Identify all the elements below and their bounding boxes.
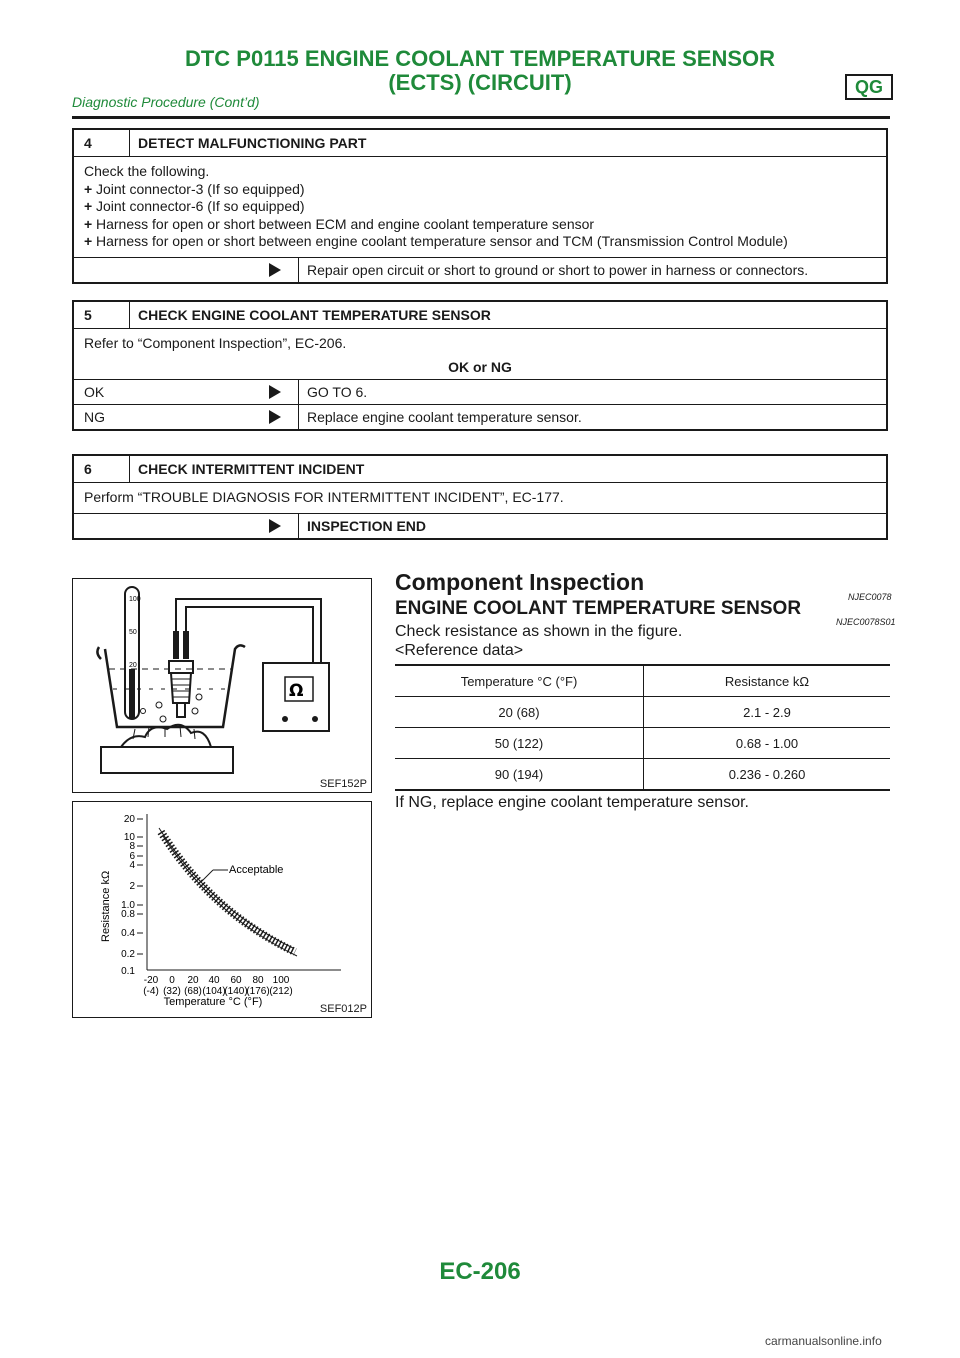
x-tick: 0 — [169, 975, 175, 986]
sensor-subsection-code: NJEC0078S01 — [836, 617, 896, 627]
step-4-number: 4 — [74, 130, 130, 156]
step-4-result-row — [74, 257, 886, 282]
bullet-symbol: + — [84, 198, 93, 214]
ohm-icon: Ω — [289, 681, 304, 701]
bullet-symbol: + — [84, 180, 93, 197]
ng-result: Replace engine coolant temperature sensor. — [307, 408, 582, 425]
step-6-result: INSPECTION END — [307, 517, 427, 534]
reference-label: <Reference data> — [395, 642, 524, 659]
table-row — [395, 759, 890, 791]
page-title-line-1: DTC P0115 ENGINE COOLANT TEMPERATURE SENSOR — [184, 46, 775, 71]
list-item — [84, 216, 876, 234]
y-tick: 0.1 — [121, 966, 135, 977]
list-item — [84, 181, 876, 199]
y-tick: 6 — [129, 851, 135, 862]
table-row — [395, 728, 890, 759]
list-item — [84, 233, 876, 251]
ok-result: GO TO 6. — [307, 383, 368, 400]
bullet-symbol: + — [84, 233, 93, 249]
list-item — [84, 198, 876, 216]
table-header: Resistance kΩ — [644, 665, 891, 697]
table-cell: 90 (194) — [395, 759, 644, 791]
table-row — [395, 697, 890, 728]
step-5-title: CHECK ENGINE COOLANT TEMPERATURE SENSOR — [138, 307, 491, 323]
x-tick: 40 — [208, 975, 220, 986]
y-tick: 0.4 — [121, 928, 135, 939]
step-6-header — [74, 456, 886, 482]
x-tick: 80 — [252, 975, 264, 986]
step-5-text: Refer to “Component Inspection”, EC-206. — [84, 335, 347, 351]
arrow-right-icon — [252, 405, 299, 429]
list-item-text: Joint connector-3 (If so equipped) — [96, 180, 305, 197]
table-cell: 0.68 - 1.00 — [644, 728, 891, 759]
page-number: EC-206 — [439, 1258, 521, 1285]
step-4-intro: Check the following. — [84, 163, 210, 179]
instruction-text: Check resistance as shown in the figure. — [395, 623, 683, 640]
step-4-title: DETECT MALFUNCTIONING PART — [138, 135, 367, 151]
reference-data-table — [395, 664, 890, 791]
step-4-box — [72, 128, 888, 284]
x-tick: -20 — [143, 975, 159, 986]
y-tick: 2 — [129, 881, 135, 892]
x-tick-f: (140) — [224, 986, 248, 997]
table-cell: 50 (122) — [395, 728, 644, 759]
list-item-text: Joint connector-6 (If so equipped) — [96, 198, 305, 214]
ok-label: OK — [84, 383, 105, 400]
arrow-right-icon — [252, 258, 299, 282]
figure-2-code: SEF012P — [319, 1003, 367, 1015]
x-tick: 100 — [272, 975, 290, 986]
sensor-test-figure — [72, 578, 372, 793]
step-6-body: Perform “TROUBLE DIAGNOSIS FOR INTERMITTENT INCIDENT”, EC-177. — [74, 482, 886, 513]
component-inspection-code: NJEC0078 — [848, 592, 892, 602]
arrow-right-icon — [252, 380, 299, 404]
step-5-ok-row — [74, 379, 886, 404]
step-5-box — [72, 300, 888, 431]
step-5-ng-row — [74, 404, 886, 429]
table-cell: 20 (68) — [395, 697, 644, 728]
step-5-body — [74, 328, 886, 379]
sensor-test-illustration — [73, 579, 371, 792]
y-tick: 0.2 — [121, 949, 135, 960]
x-tick-f: (104) — [202, 986, 226, 997]
step-5-decision: OK or NG — [448, 358, 512, 375]
engine-badge: QG — [845, 74, 893, 100]
x-axis-title: Temperature °C (°F) — [163, 996, 263, 1008]
component-inspection-title: Component Inspection — [395, 569, 645, 595]
list-item-text: Harness for open or short between ECM and engine coolant temperature sensor — [96, 215, 595, 232]
x-tick-f: (-4) — [143, 986, 159, 997]
list-item-text: Harness for open or short between engine coolant temperature sensor and TCM (Transmission Control Module) — [96, 233, 788, 249]
y-tick: 1.0 — [121, 900, 135, 911]
table-header-row — [395, 665, 890, 697]
thermo-mark-2: 50 — [129, 629, 137, 636]
y-tick: 10 — [123, 832, 135, 843]
x-tick-f: (176) — [246, 986, 270, 997]
step-4-result: Repair open circuit or short to ground or short to power in harness or connectors. — [307, 261, 809, 278]
x-tick: 20 — [187, 975, 199, 986]
thermo-mark-1: 100 — [129, 596, 141, 603]
bullet-symbol: + — [84, 215, 93, 232]
page-title-line-2: (ECTS) (CIRCUIT) — [388, 70, 572, 95]
y-tick: 4 — [129, 860, 135, 871]
resistance-chart — [73, 802, 371, 1017]
table-cell: 0.236 - 0.260 — [644, 759, 891, 791]
thermo-mark-3: 20 — [129, 662, 137, 669]
acceptable-label: Acceptable — [229, 864, 284, 876]
x-tick-f: (32) — [163, 986, 181, 997]
site-watermark[interactable]: carmanualsonline.info — [765, 1334, 882, 1348]
arrow-right-icon — [252, 514, 299, 538]
step-6-number: 6 — [74, 456, 130, 482]
page-title — [0, 47, 960, 95]
x-tick-f: (212) — [269, 986, 293, 997]
y-tick: 8 — [129, 841, 135, 852]
header-divider — [72, 116, 890, 119]
result-label — [74, 514, 252, 538]
sensor-subsection-title: ENGINE COOLANT TEMPERATURE SENSOR — [395, 598, 802, 619]
result-label — [74, 258, 252, 282]
step-6-title: CHECK INTERMITTENT INCIDENT — [138, 461, 365, 477]
resistance-chart-figure — [72, 801, 372, 1018]
figure-1-code: SEF152P — [319, 778, 367, 790]
table-cell: 2.1 - 2.9 — [644, 697, 891, 728]
step-4-body — [74, 156, 886, 257]
conclusion-text: If NG, replace engine coolant temperature sensor. — [395, 794, 749, 811]
step-6-result-row — [74, 513, 886, 538]
y-tick: 0.8 — [121, 909, 135, 920]
x-tick: 60 — [230, 975, 242, 986]
x-tick-f: (68) — [184, 986, 202, 997]
y-axis-title: Resistance kΩ — [100, 870, 112, 942]
step-4-header — [74, 130, 886, 156]
step-6-box — [72, 454, 888, 540]
y-tick: 20 — [123, 814, 135, 825]
step-5-header — [74, 302, 886, 328]
ng-label: NG — [84, 408, 105, 425]
step-5-number: 5 — [74, 302, 130, 328]
table-header: Temperature °C (°F) — [395, 665, 644, 697]
page-subtitle: Diagnostic Procedure (Cont’d) — [72, 94, 260, 110]
